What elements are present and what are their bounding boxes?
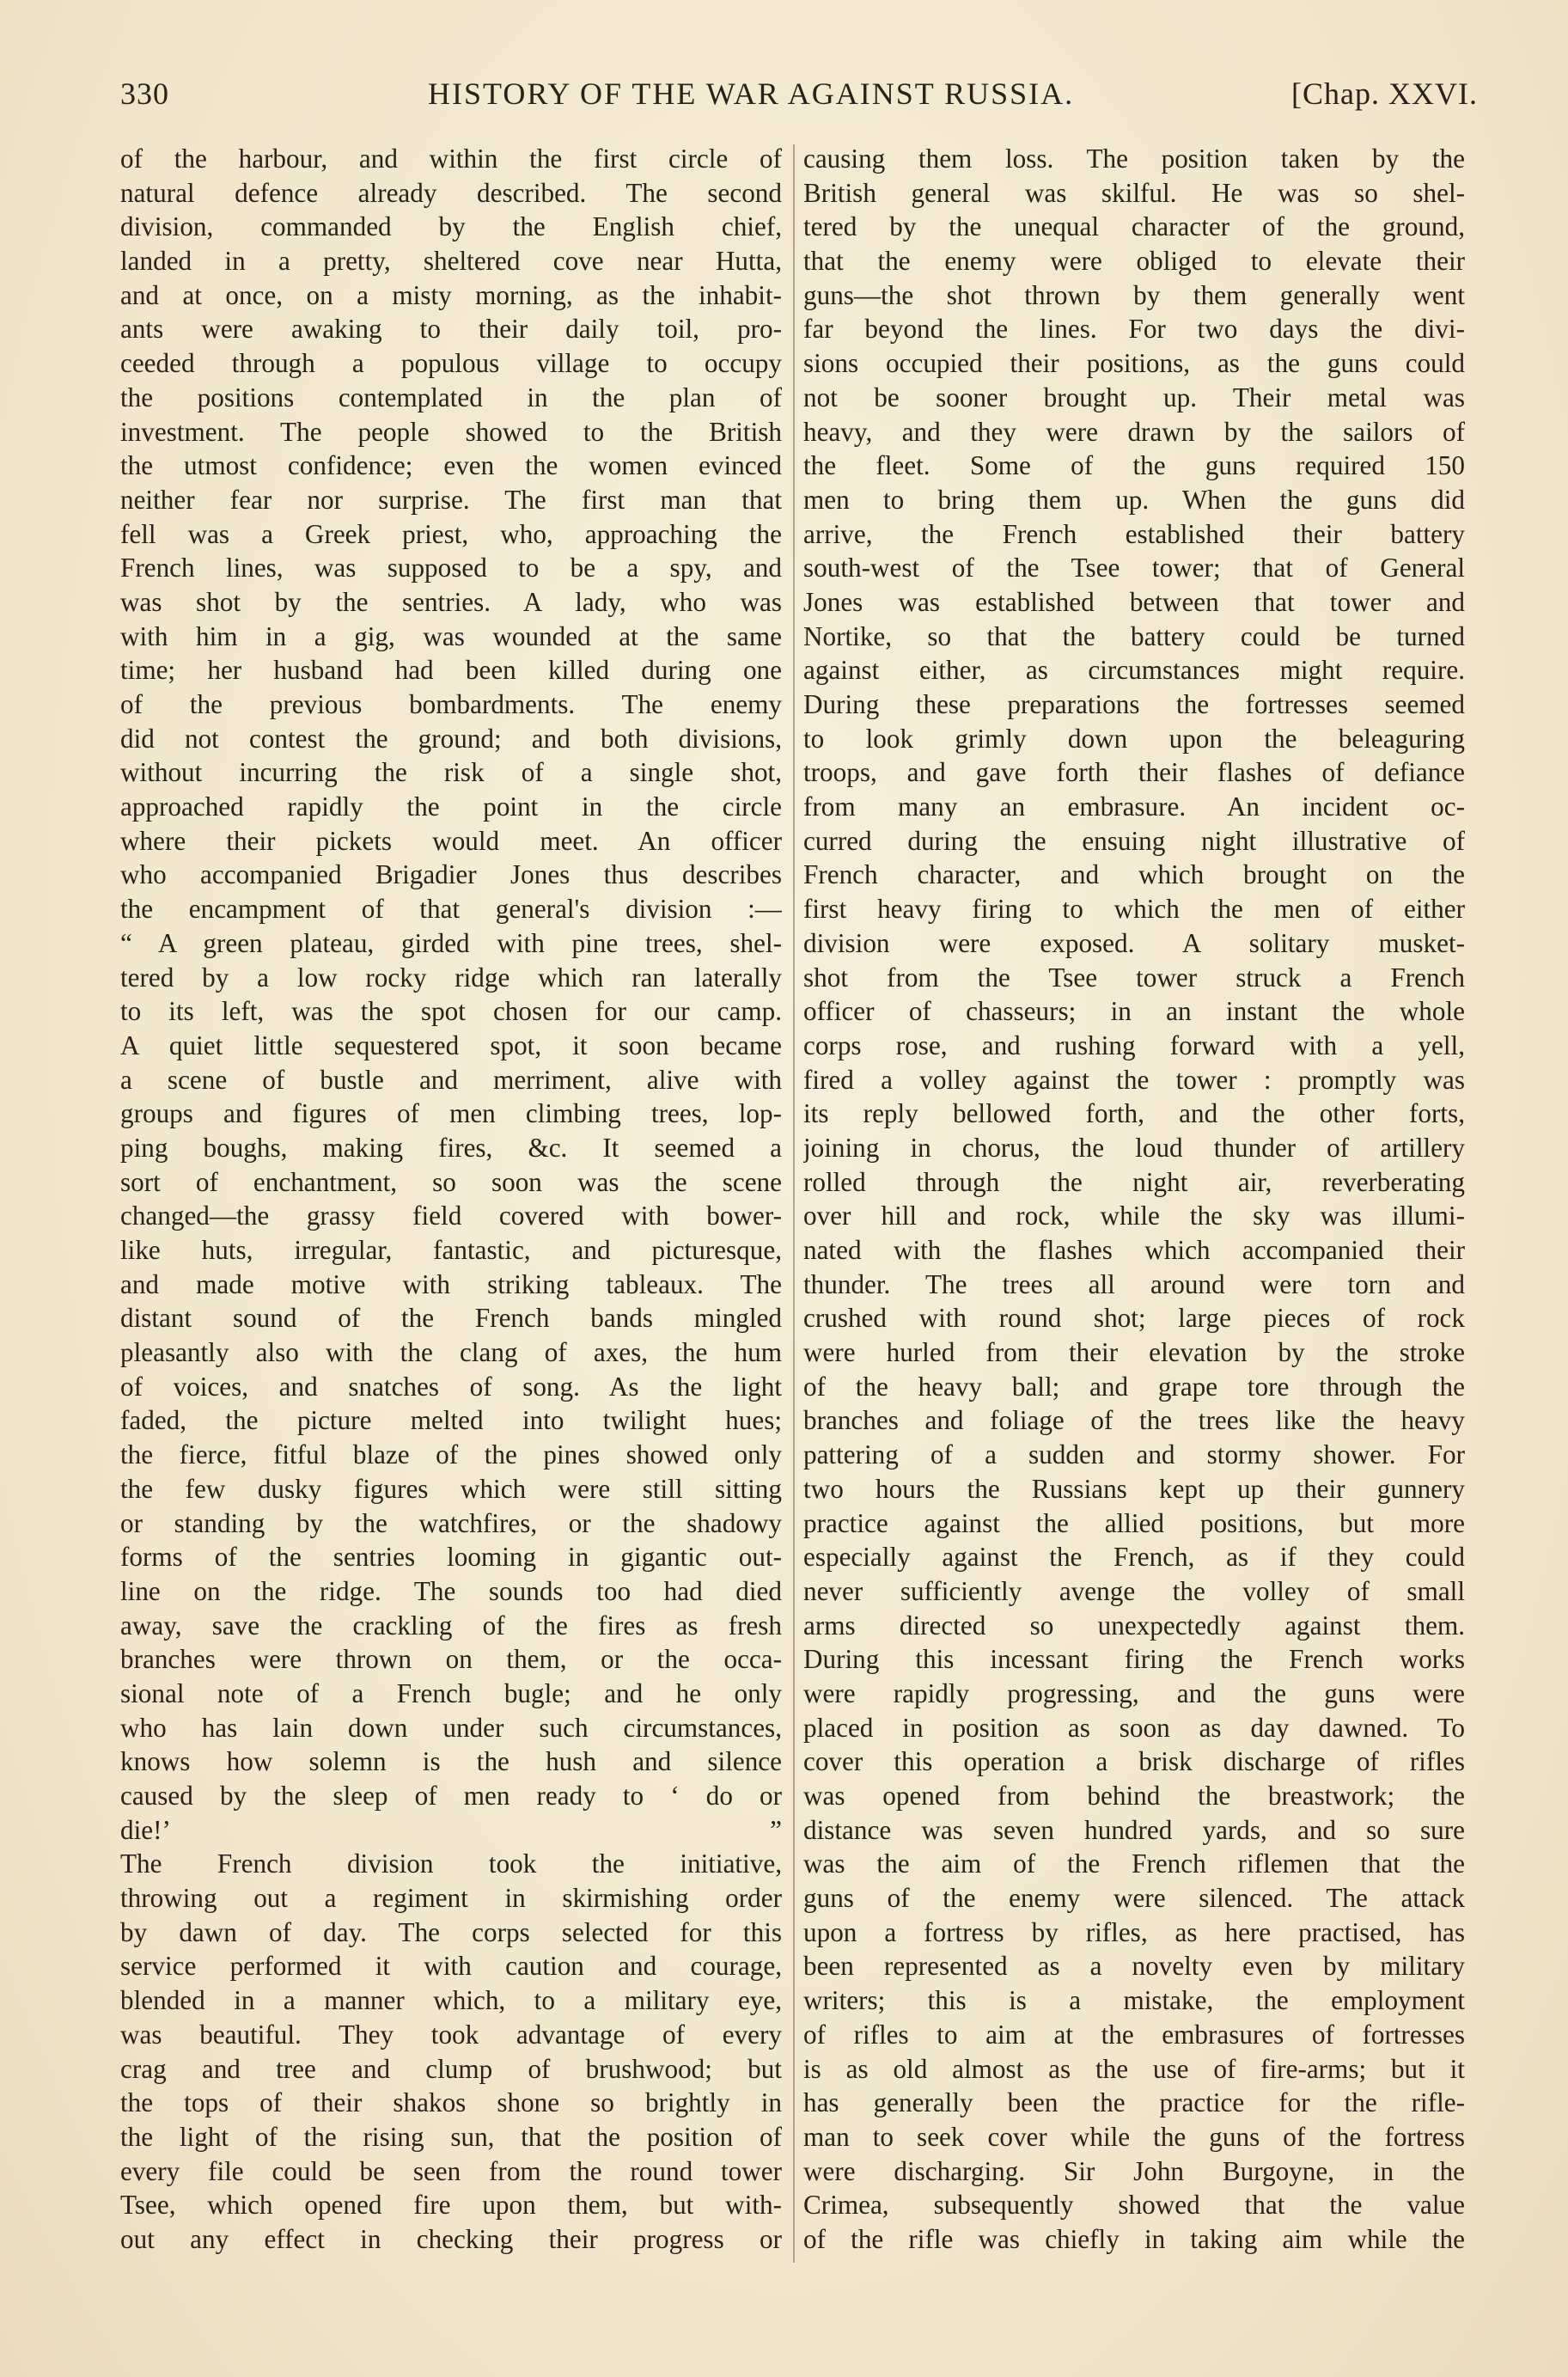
text-line: French lines, was supposed to be a spy, and (120, 553, 782, 584)
text-line: by dawn of day. The corps selected for this (120, 1916, 782, 1947)
text-line: A quiet little sequestered spot, it soon became (120, 1030, 782, 1060)
text-line: of rifles to aim at the embrasures of fortresses (803, 2019, 1465, 2050)
text-line: of the previous bombardments. The enemy (120, 689, 782, 719)
text-line: especially against the French, as if they could (803, 1542, 1465, 1573)
text-line: approached rapidly the point in the circle (120, 791, 782, 822)
text-line: ceeded through a populous village to occupy (120, 348, 782, 379)
right-text-column (803, 142, 1465, 2257)
text-line: the fleet. Some of the guns required 150 (803, 450, 1465, 481)
text-line: natural defence already described. The second (120, 177, 782, 208)
text-line: from many an embrasure. An incident oc- (803, 791, 1465, 822)
text-line: the utmost confidence; even the women evinced (120, 450, 782, 481)
text-line: corps rose, and rushing forward with a yell, (803, 1030, 1465, 1060)
chapter-reference: [Chap. XXVI. (1291, 76, 1478, 111)
text-line: arms directed so unexpectedly against them. (803, 1610, 1465, 1641)
text-line: pleasantly also with the clang of axes, the hum (120, 1337, 782, 1368)
text-line: tered by the unequal character of the ground, (803, 211, 1465, 242)
text-line: over hill and rock, while the sky was illumi- (803, 1201, 1465, 1231)
text-line: throwing out a regiment in skirmishing order (120, 1883, 782, 1914)
text-line: to its left, was the spot chosen for our camp. (120, 996, 782, 1027)
text-line: the light of the rising sun, that the position of (120, 2121, 782, 2152)
text-line: thunder. The trees all around were torn and (803, 1268, 1465, 1299)
text-line: away, save the crackling of the fires as fresh (120, 1610, 782, 1641)
text-line: division were exposed. A solitary musket- (803, 927, 1465, 958)
text-line: rolled through the night air, reverberating (803, 1166, 1465, 1197)
text-line: nated with the flashes which accompanied their (803, 1235, 1465, 1265)
text-line: investment. The people showed to the British (120, 416, 782, 447)
text-line: against either, as circumstances might require. (803, 655, 1465, 686)
text-line: the encampment of that general's division :— (120, 894, 782, 925)
page-number: 330 (120, 76, 169, 111)
text-line: guns of the enemy were silenced. The attack (803, 1883, 1465, 1914)
text-line: far beyond the lines. For two days the divi- (803, 314, 1465, 345)
text-line: was beautiful. They took advantage of every (120, 2019, 782, 2050)
text-line: has generally been the practice for the rifle- (803, 2087, 1465, 2118)
text-line: south-west of the Tsee tower; that of General (803, 553, 1465, 584)
text-line: “ A green plateau, girded with pine trees, shel- (120, 927, 782, 958)
text-line: out any effect in checking their progress or (120, 2223, 782, 2254)
text-line: knows how solemn is the hush and silence (120, 1746, 782, 1777)
text-line: changed—the grassy field covered with bower- (120, 1201, 782, 1231)
text-line: The French division took the initiative, (120, 1848, 782, 1879)
text-line: line on the ridge. The sounds too had died (120, 1575, 782, 1606)
text-line: division, commanded by the English chief, (120, 211, 782, 242)
text-line: where their pickets would meet. An officer (120, 825, 782, 856)
text-line: were rapidly progressing, and the guns were (803, 1677, 1465, 1708)
text-line: every file could be seen from the round tower (120, 2155, 782, 2186)
text-line: tered by a low rocky ridge which ran laterally (120, 962, 782, 993)
text-line: ants were awaking to their daily toil, pro- (120, 314, 782, 345)
text-line: a scene of bustle and merriment, alive with (120, 1064, 782, 1095)
text-line: Jones was established between that tower and (803, 586, 1465, 617)
text-line: the tops of their shakos shone so brightly in (120, 2087, 782, 2118)
text-line: guns—the shot thrown by them generally went (803, 279, 1465, 310)
text-line: was the aim of the French riflemen that the (803, 1848, 1465, 1879)
text-line: heavy, and they were drawn by the sailors of (803, 416, 1465, 447)
text-line: man to seek cover while the guns of the fortress (803, 2121, 1465, 2152)
text-line: of voices, and snatches of song. As the light (120, 1371, 782, 1402)
text-line: who has lain down under such circumstances, (120, 1712, 782, 1743)
text-line: and at once, on a misty morning, as the inhabit- (120, 279, 782, 310)
text-line: the few dusky figures which were still sitting (120, 1473, 782, 1504)
text-line: forms of the sentries looming in gigantic out- (120, 1542, 782, 1573)
text-line: sional note of a French bugle; and he only (120, 1677, 782, 1708)
text-line: or standing by the watchfires, or the shadowy (120, 1507, 782, 1538)
text-line: curred during the ensuing night illustrative of (803, 825, 1465, 856)
text-line: Nortike, so that the battery could be turned (803, 620, 1465, 651)
text-line: of the harbour, and within the first circle of (120, 144, 782, 174)
text-line: did not contest the ground; and both divisions, (120, 723, 782, 754)
text-line: the positions contemplated in the plan of (120, 382, 782, 412)
text-line: is as old almost as the use of fire-arms; but it (803, 2053, 1465, 2084)
text-line: of the heavy ball; and grape tore through the (803, 1371, 1465, 1402)
text-line: were hurled from their elevation by the stroke (803, 1337, 1465, 1368)
text-line: to look grimly down upon the beleaguring (803, 723, 1465, 754)
text-line: ping boughs, making fires, &c. It seemed a (120, 1132, 782, 1163)
text-line: not be sooner brought up. Their metal was (803, 382, 1465, 412)
text-line: branches were thrown on them, or the occa- (120, 1644, 782, 1675)
text-line: and made motive with striking tableaux. The (120, 1268, 782, 1299)
text-line: its reply bellowed forth, and the other forts, (803, 1098, 1465, 1129)
text-line: time; her husband had been killed during one (120, 655, 782, 686)
text-line: pattering of a sudden and stormy shower. For (803, 1439, 1465, 1470)
text-line: writers; this is a mistake, the employment (803, 1985, 1465, 2016)
text-line: branches and foliage of the trees like the heavy (803, 1405, 1465, 1436)
text-line: was opened from behind the breastwork; the (803, 1781, 1465, 1811)
text-line: never sufficiently avenge the volley of small (803, 1575, 1465, 1606)
text-line: Tsee, which opened fire upon them, but with- (120, 2190, 782, 2221)
text-line: arrive, the French established their battery (803, 518, 1465, 549)
text-line: British general was skilful. He was so shel- (803, 177, 1465, 208)
text-line: were discharging. Sir John Burgoyne, in the (803, 2155, 1465, 2186)
text-line: fell was a Greek priest, who, approaching the (120, 518, 782, 549)
text-line: troops, and gave forth their flashes of defiance (803, 757, 1465, 788)
text-line: crag and tree and clump of brushwood; but (120, 2053, 782, 2084)
text-line: of the rifle was chiefly in taking aim while the (803, 2223, 1465, 2254)
text-line: blended in a manner which, to a military eye, (120, 1985, 782, 2016)
text-line: faded, the picture melted into twilight hues; (120, 1405, 782, 1436)
text-line: the fierce, fitful blaze of the pines showed only (120, 1439, 782, 1470)
text-line: During this incessant firing the French works (803, 1644, 1465, 1675)
text-line: crushed with round shot; large pieces of rock (803, 1303, 1465, 1334)
text-line: service performed it with caution and courage, (120, 1951, 782, 1982)
text-line: French character, and which brought on the (803, 859, 1465, 890)
text-line: groups and figures of men climbing trees, lop- (120, 1098, 782, 1129)
text-line: first heavy firing to which the men of either (803, 894, 1465, 925)
text-line: cover this operation a brisk discharge of rifles (803, 1746, 1465, 1777)
text-line: was shot by the sentries. A lady, who was (120, 586, 782, 617)
text-line: with him in a gig, was wounded at the same (120, 620, 782, 651)
text-line: without incurring the risk of a single shot, (120, 757, 782, 788)
text-line: like huts, irregular, fantastic, and picturesque, (120, 1235, 782, 1265)
text-line: placed in position as soon as day dawned. To (803, 1712, 1465, 1743)
column-divider (793, 144, 795, 2263)
text-line: sions occupied their positions, as the guns could (803, 348, 1465, 379)
text-line: men to bring them up. When the guns did (803, 484, 1465, 515)
text-line: die!’ ” (120, 1814, 782, 1845)
text-line: During these preparations the fortresses seemed (803, 689, 1465, 719)
text-line: who accompanied Brigadier Jones thus describes (120, 859, 782, 890)
text-line: practice against the allied positions, but more (803, 1507, 1465, 1538)
text-line: distant sound of the French bands mingled (120, 1303, 782, 1334)
text-line: fired a volley against the tower : promptly was (803, 1064, 1465, 1095)
text-line: causing them loss. The position taken by the (803, 144, 1465, 174)
text-line: landed in a pretty, sheltered cove near Hutta, (120, 246, 782, 277)
running-header (120, 76, 1478, 127)
text-line: neither fear nor surprise. The first man that (120, 484, 782, 515)
text-line: officer of chasseurs; in an instant the whole (803, 996, 1465, 1027)
text-line: joining in chorus, the loud thunder of artillery (803, 1132, 1465, 1163)
text-line: shot from the Tsee tower struck a French (803, 962, 1465, 993)
left-text-column (120, 142, 782, 2257)
text-line: sort of enchantment, so soon was the scene (120, 1166, 782, 1197)
text-line: distance was seven hundred yards, and so sure (803, 1814, 1465, 1845)
running-title: HISTORY OF THE WAR AGAINST RUSSIA. (428, 76, 1075, 111)
text-line: two hours the Russians kept up their gunnery (803, 1473, 1465, 1504)
text-line: that the enemy were obliged to elevate their (803, 246, 1465, 277)
text-line: been represented as a novelty even by military (803, 1951, 1465, 1982)
text-line: Crimea, subsequently showed that the value (803, 2190, 1465, 2221)
text-line: caused by the sleep of men ready to ‘ do or (120, 1781, 782, 1811)
text-line: upon a fortress by rifles, as here practised, has (803, 1916, 1465, 1947)
